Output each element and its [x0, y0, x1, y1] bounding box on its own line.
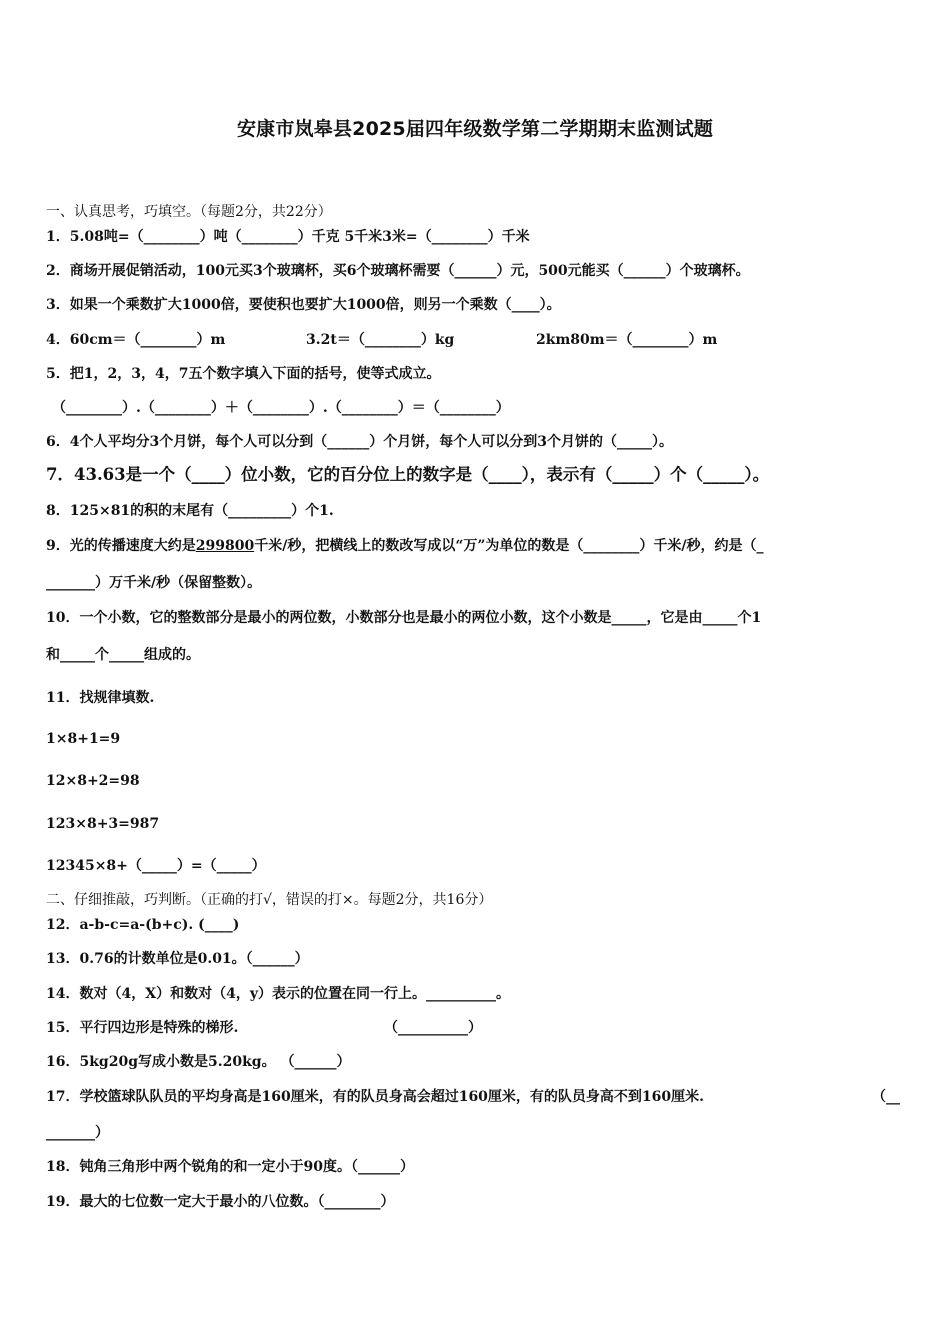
question-11-line-4: 12345×8+（_____）=（_____）: [46, 858, 266, 874]
question-4b: 3.2t＝（________）kg: [306, 332, 455, 348]
section-2-heading: 二、仔细推敲，巧判断。（正确的打√，错误的打×。每题2分，共16分）: [46, 892, 493, 908]
question-9-number: 299800: [195, 538, 255, 554]
question-13: 13．0.76的计数单位是0.01。（______）: [46, 951, 309, 967]
question-11-line-1: 1×8+1=9: [46, 731, 121, 747]
question-9-continued: _______）万千米/秒（保留整数）。: [46, 575, 262, 591]
question-4c: 2km80m＝（________）m: [536, 332, 718, 348]
question-8: 8．125×81的积的末尾有（_________）个1.: [46, 503, 334, 519]
question-2: 2．商场开展促销活动，100元买3个玻璃杯，买6个玻璃杯需要（______）元，500元能买（______）个玻璃杯。: [46, 263, 750, 279]
question-10-continued: 和_____个_____组成的。: [46, 647, 200, 663]
question-19: 19．最大的七位数一定大于最小的八位数。（________）: [46, 1194, 395, 1210]
question-9-suffix: 千米/秒，把横线上的数改写成以“万”为单位的数是（________）千米/秒，约是（_: [254, 538, 764, 554]
question-10: 10．一个小数，它的整数部分是最小的两位数，小数部分也是最小的两位小数，这个小数是_____，它是由_____个1: [46, 610, 762, 626]
page-title: 安康市岚皋县2025届四年级数学第二学期期末监测试题: [236, 118, 714, 140]
question-11-line-2: 12×8+2=98: [46, 773, 140, 789]
question-16: 16．5kg20g写成小数是5.20kg。 （______）: [46, 1054, 351, 1070]
question-3: 3．如果一个乘数扩大1000倍，要使积也要扩大1000倍，则另一个乘数（____）。: [46, 297, 561, 313]
question-14: 14．数对（4，X）和数对（4，y）表示的位置在同一行上。__________。: [46, 986, 510, 1002]
question-15: 15．平行四边形是特殊的梯形.: [46, 1020, 239, 1036]
section-1-heading: 一、认真思考，巧填空。（每题2分，共22分）: [46, 204, 332, 220]
question-17-continued: _______）: [46, 1125, 109, 1141]
question-9-prefix: 9．光的传播速度大约是: [46, 538, 196, 554]
question-11-line-3: 123×8+3=987: [46, 816, 160, 832]
question-15-answer: （__________）: [384, 1020, 482, 1036]
question-17-answer: （__: [872, 1089, 900, 1105]
question-6: 6．4个人平均分3个月饼，每个人可以分到（______）个月饼，每个人可以分到3个月饼的（_____）。: [46, 434, 673, 450]
question-18: 18．钝角三角形中两个锐角的和一定小于90度。（______）: [46, 1159, 414, 1175]
question-1: 1．5.08吨=（________）吨（________）千克 5千米3米=（________）千米: [46, 229, 530, 245]
question-5: 5．把1，2，3，4，7五个数字填入下面的括号，使等式成立。: [46, 366, 441, 382]
question-17: 17．学校篮球队队员的平均身高是160厘米，有的队员身高会超过160厘米，有的队员身高不到160厘米.: [46, 1089, 705, 1105]
question-5-equation: （________）.（________）＋（________）.（________）＝（________）: [52, 400, 510, 416]
question-9: [46, 537, 764, 555]
question-7: 7．43.63是一个（____）位小数，它的百分位上的数字是（____），表示有（_____）个（_____）。: [46, 465, 770, 484]
question-12: 12．a-b-c=a-(b+c). (____): [46, 917, 240, 933]
question-4a: 4．60cm＝（________）m: [46, 332, 226, 348]
question-11: 11．找规律填数.: [46, 690, 155, 706]
